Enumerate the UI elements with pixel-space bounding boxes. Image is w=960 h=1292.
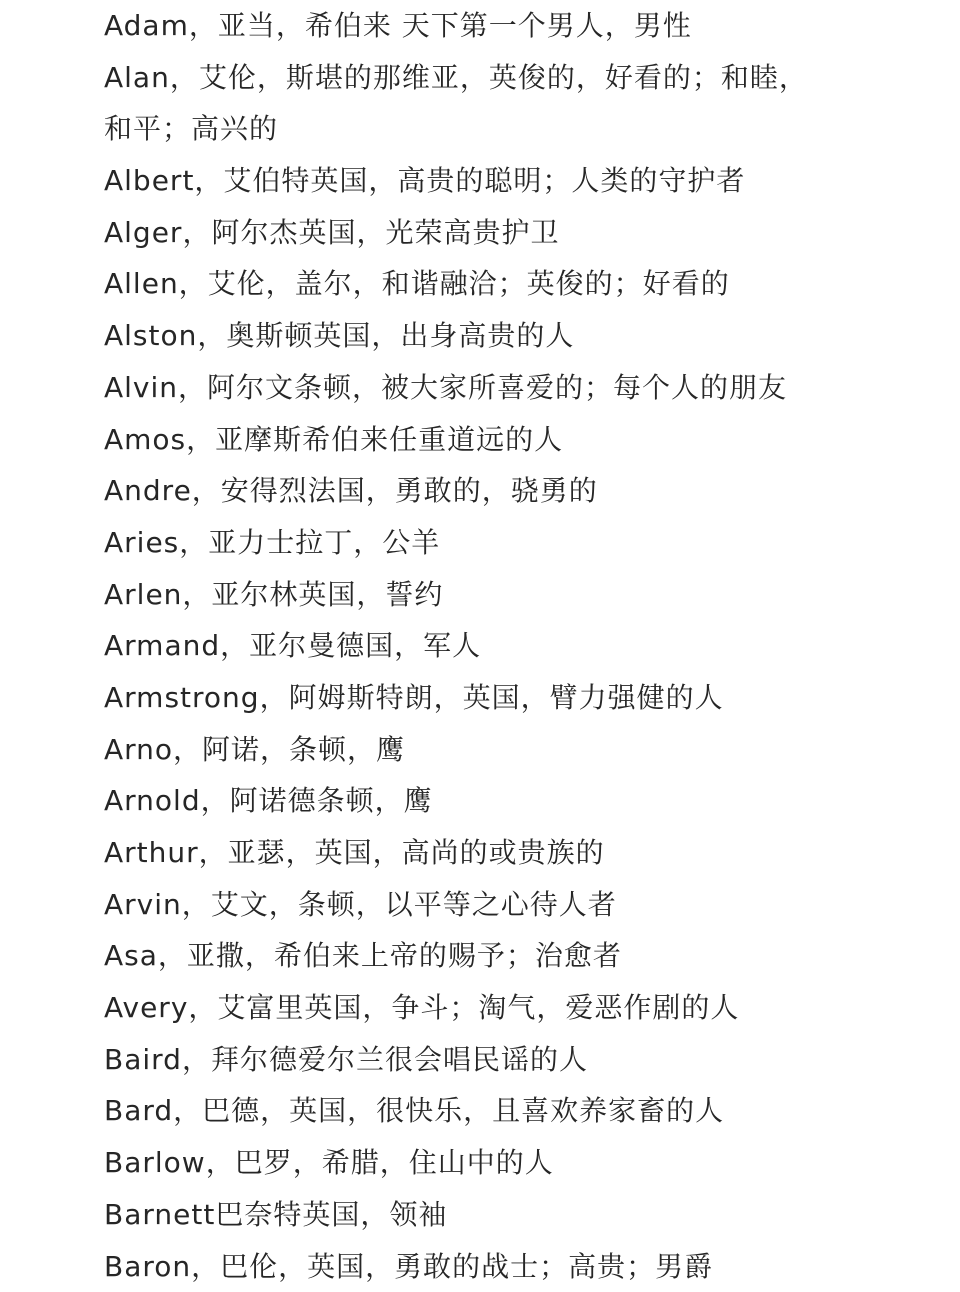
list-item: Alston，奥斯顿英国，出身高贵的人	[104, 310, 904, 362]
list-item: Arnold，阿诺德条顿，鹰	[104, 775, 904, 827]
list-item: Avery，艾富里英国，争斗；淘气，爱恶作剧的人	[104, 982, 904, 1034]
list-item: Aries，亚力士拉丁，公羊	[104, 517, 904, 569]
list-item: Alvin，阿尔文条顿，被大家所喜爱的；每个人的朋友	[104, 362, 904, 414]
list-item: Adam，亚当，希伯来 天下第一个男人，男性	[104, 0, 904, 52]
list-item: Asa，亚撒，希伯来上帝的赐予；治愈者	[104, 930, 904, 982]
list-item: Alger，阿尔杰英国，光荣高贵护卫	[104, 207, 904, 259]
list-item: Allen，艾伦，盖尔，和谐融洽；英俊的；好看的	[104, 258, 904, 310]
list-item: Baron，巴伦，英国，勇敢的战士；高贵；男爵	[104, 1241, 904, 1292]
list-item: Barnett巴奈特英国，领袖	[104, 1189, 904, 1241]
list-item: Barlow，巴罗，希腊，住山中的人	[104, 1137, 904, 1189]
name-meaning-list	[104, 0, 904, 1292]
list-item: Andre，安得烈法国，勇敢的，骁勇的	[104, 465, 904, 517]
list-item: Bard，巴德，英国，很快乐，且喜欢养家畜的人	[104, 1085, 904, 1137]
list-item: Alan，艾伦，斯堪的那维亚，英俊的，好看的；和睦，	[104, 52, 904, 104]
list-item: Amos，亚摩斯希伯来任重道远的人	[104, 414, 904, 466]
list-item: Arvin，艾文，条顿，以平等之心待人者	[104, 879, 904, 931]
list-item: Arlen，亚尔林英国，誓约	[104, 569, 904, 621]
list-item: Baird，拜尔德爱尔兰很会唱民谣的人	[104, 1034, 904, 1086]
list-item: Armand，亚尔曼德国，军人	[104, 620, 904, 672]
list-item: Albert，艾伯特英国，高贵的聪明；人类的守护者	[104, 155, 904, 207]
list-item: Armstrong，阿姆斯特朗，英国，臂力强健的人	[104, 672, 904, 724]
list-item: Arthur，亚瑟，英国，高尚的或贵族的	[104, 827, 904, 879]
list-item: 和平；高兴的	[104, 103, 904, 155]
list-item: Arno，阿诺，条顿，鹰	[104, 724, 904, 776]
